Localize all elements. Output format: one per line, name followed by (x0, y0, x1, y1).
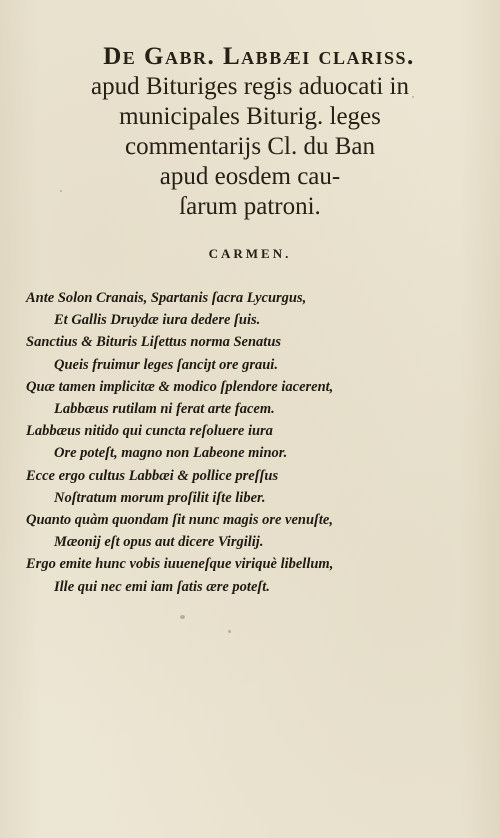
title-block (0, 42, 500, 222)
paper-speck (60, 190, 62, 192)
poem-verse: Ille qui nec emi iam ſatis ære poteſt. (54, 578, 270, 595)
poem-verse: Ante Solon Cranais, Spartanis ſacra Lycurgus, (26, 290, 307, 306)
paper-speck (180, 615, 185, 619)
poem-verse: Quæ tamen implicitæ & modico ſplendore iacerent, (26, 378, 334, 395)
poem-verse: Ore poteſt, magno non Labeone minor. (54, 445, 288, 462)
title-line-6: ſarum patroni. (179, 193, 321, 220)
poem-verse: Ecce ergo cultus Labbæi & pollice preſſus (26, 467, 279, 484)
poem-heading: CARMEN. (208, 246, 292, 261)
poem-verse: Mæonij eſt opus aut dicere Virgilij. (54, 534, 264, 551)
poem-verse: Labbæus rutilam ni ferat arte facem. (54, 401, 275, 418)
paper-speck (412, 96, 414, 98)
poem-verse: Noſtratum morum proſilit iſte liber. (54, 489, 266, 506)
poem-verse: Ergo emite hunc vobis iuueneſque viriquè libellum, (26, 556, 334, 573)
poem-verse: Quanto quàm quondam ſit nunc magis ore venuſte, (26, 512, 333, 529)
poem-verse: Et Gallis Druydæ iura dedere ſuis. (54, 312, 261, 329)
title-line-4: commentarijs Cl. du Ban (125, 133, 375, 160)
poem-verse: Sanctius & Bituris Liſettus norma Senatus (26, 334, 282, 351)
title-line-2: apud Bituriges regis aduocati in (91, 73, 409, 100)
title-line-5: apud eosdem cau- (159, 163, 341, 190)
poem-body (26, 287, 486, 598)
poem-verse: Queis fruimur leges ſanciȷt ore graui. (54, 356, 278, 373)
paper-speck (228, 630, 231, 633)
title-line-1: De Gabr. Labbæi clariss. (103, 43, 415, 70)
poem-verse: Labbæus nitido qui cuncta reſoluere iura (26, 423, 273, 440)
title-line-3: municipales Biturig. leges (119, 103, 381, 130)
